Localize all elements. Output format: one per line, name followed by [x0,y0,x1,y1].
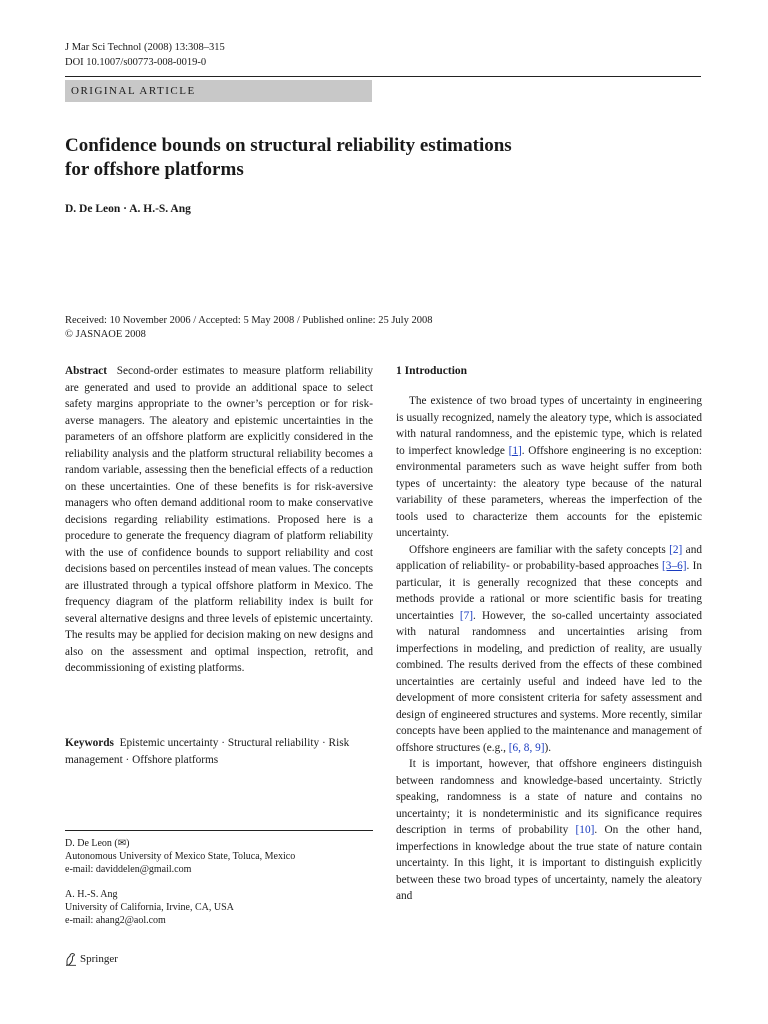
intro-text: ). [544,741,552,754]
citation-link[interactable]: [1] [508,444,522,457]
intro-text: . Offshore engineering is no exception: environmental parameters such as wave height suffer from both types of uncertainty: the aleatory type because of the natural variability of these parameters, whereas the imperfection of the tools used to characterize them accounts for the epistemic uncertainty. [396,444,703,539]
intro-paragraph-3 [396,756,702,905]
citation-link[interactable]: [6, 8, 9] [508,741,545,754]
article-type-band: ORIGINAL ARTICLE [65,80,372,102]
abstract [65,363,373,677]
affiliation-2 [65,888,234,927]
copyright-line: © JASNAOE 2008 [65,329,146,340]
header-divider [65,76,701,77]
publisher-footer [65,952,118,966]
authors: D. De Leon · A. H.-S. Ang [65,203,191,215]
citation-link[interactable]: [7] [459,609,474,622]
title-line-1: Confidence bounds on structural reliability estimations [65,135,512,156]
citation-link[interactable]: [2] [669,543,683,556]
affiliation-divider [65,830,373,831]
abstract-paragraph [65,363,373,677]
history-line: Received: 10 November 2006 / Accepted: 5 May 2008 / Published online: 25 July 2008 [65,315,433,326]
affiliation-1 [65,837,295,876]
affiliation-name: D. De Leon (✉) [65,838,130,849]
publication-dates [65,314,432,342]
keywords-paragraph [65,735,373,768]
intro-text: The existence of two broad types of uncertainty in engineering is usually recognized, namely the aleatory type, which is associated with natural randomness, and the epistemic type, which is related to imperfect knowledge [396,395,702,457]
affiliation-name: A. H.-S. Ang [65,889,118,900]
intro-text: and application of reliability- or probability-based approaches [396,543,702,572]
intro-text: It is important, however, that offshore engineers distinguish between randomness and knowledge-based uncertainty. Strictly speaking, randomness is a state of nature and contains no uncertainty; it is nondeterministic and its significance requires description in terms of probability [396,758,702,836]
intro-paragraph-1 [396,393,702,542]
article-title [65,134,625,182]
keywords-text: Epistemic uncertainty · Structural reliability · Risk management · Offshore platforms [65,737,350,766]
intro-text: . In particular, it is generally recognized that these concepts and methods provide a rational or more scientific basis for treating uncertainties [396,560,702,622]
doi[interactable]: DOI 10.1007/s00773-008-0019-0 [65,57,207,68]
section-heading-introduction: 1 Introduction [396,365,468,377]
abstract-label: Abstract [65,365,108,377]
citation-link[interactable]: [3–6] [662,560,687,572]
abstract-text: Second-order estimates to measure platform reliability are generated and used to provide an additional space to select safety margins appropriate to the owner’s perception or for risk-averse managers. The aleatory and epistemic uncertainties in the parameters of an offshore platform are explicitly considered in the reliability analysis and the platform structural reliability becomes a random variable, assessing then the beneficial effects of a reduction on these uncertainties. One of these benefits is for risk-aversive managers who often demand additional room to make conservative decisions regarding reliability estimations. Proposed here is a procedure to generate the frequency diagram of platform reliability with the use of confidence bounds to support reliability and cost decisions based on percentiles instead of mean values. The concepts are illustrated through a typical offshore platform in Mexico. The frequency diagram of the platform reliability index is built for several alternative designs and three levels of epistemic uncertainty. The results may be applied for decision making on new designs and also on the assessment and optimal inspection, retrofit, and decommissioning of existing platforms. [65,365,373,674]
publisher-name: Springer [80,953,118,965]
intro-paragraph-2 [396,542,702,757]
affiliation-institution: University of California, Irvine, CA, USA [65,902,234,913]
keywords-label: Keywords [65,737,114,749]
journal-citation: J Mar Sci Technol (2008) 13:308–315 [65,42,225,53]
affiliation-email[interactable]: e-mail: ahang2@aol.com [65,915,166,926]
intro-text: . On the other hand, imperfections in knowledge about the true state of nature contain uncertainty. In this light, it is important to distinguish explicitly between these two broad types of uncertainty, namely the aleatory and [396,824,702,902]
introduction-body [396,393,702,905]
title-line-2: for offshore platforms [65,159,244,180]
affiliation-institution: Autonomous University of Mexico State, Toluca, Mexico [65,851,296,862]
intro-text: Offshore engineers are familiar with the safety concepts [409,543,670,556]
citation-link[interactable]: [10] [575,824,595,836]
intro-text: . However, the so-called uncertainty associated with natural randomness and uncertainties arising from imperfections in modeling, and prediction of reality, are usually combined. The results derived from the effects of these combined uncertainties are certainly useful and indeed have led to the development of more consistent criteria for safety assessment and design of engineered structures and systems. More recently, similar concepts have been applied to the maintenance and management of offshore structures (e.g., [396,609,702,754]
affiliation-email[interactable]: e-mail: daviddelen@gmail.com [65,864,192,875]
springer-horse-icon [65,952,77,966]
keywords [65,735,373,768]
